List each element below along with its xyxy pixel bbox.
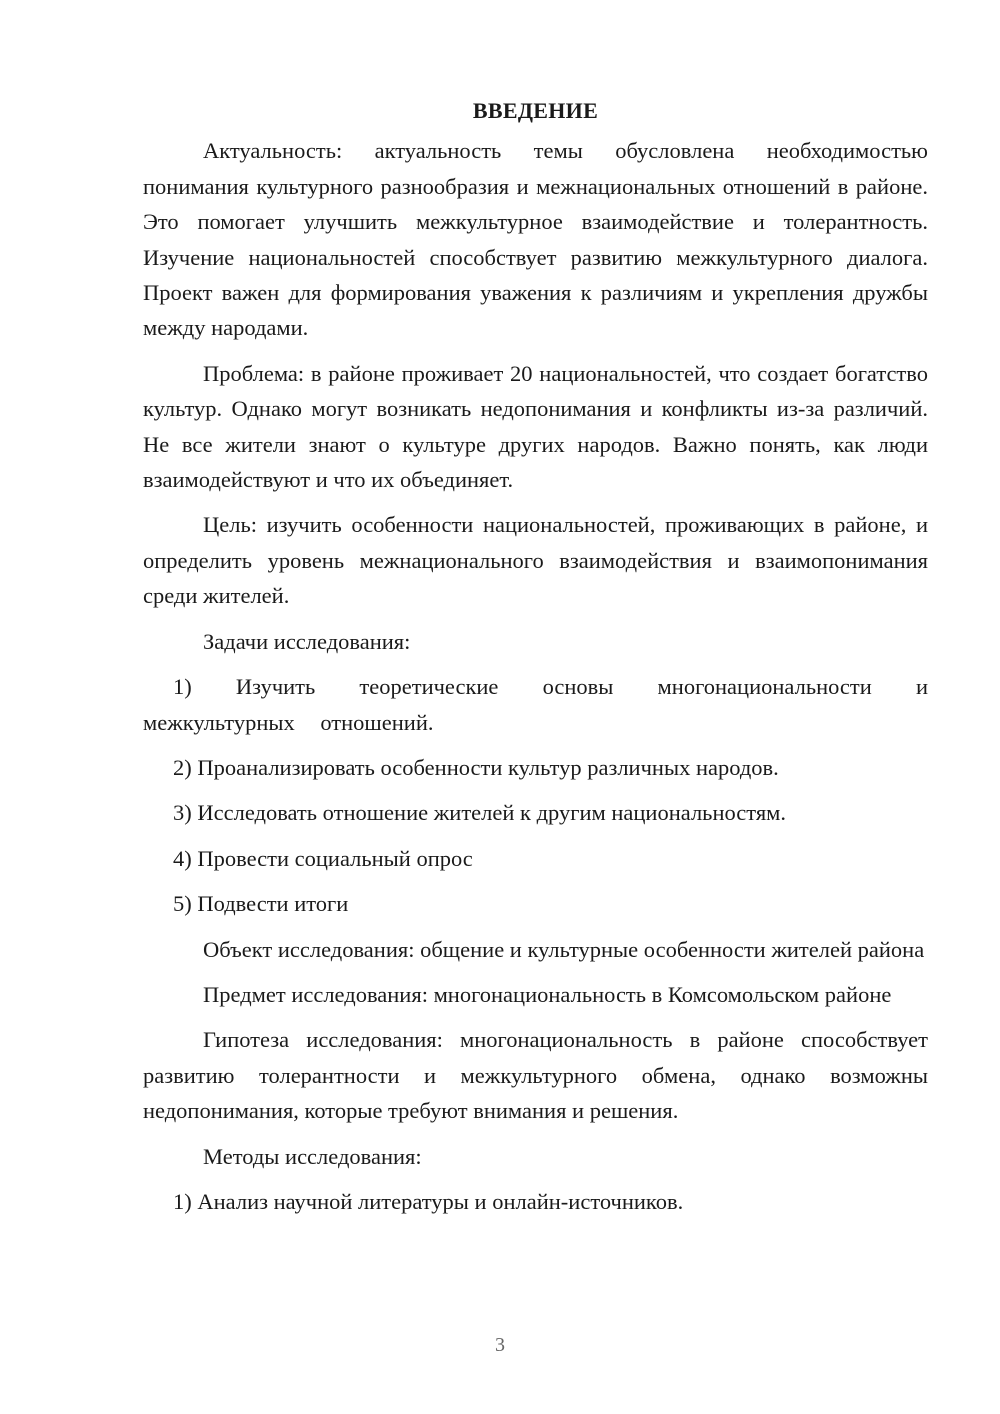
section-title: ВВЕДЕНИЕ [472,98,599,123]
paragraph-relevance: Актуальность: актуальность темы обусловлена необходимостью понимания культурного разнообразия и межнациональных отношений в районе. Это помогает улучшить межкультурное взаимодействие и толерантность. Изучение национальностей способствует развитию межкультурного диалога. Проект важен для формирования уважения к различиям и укрепления дружбы между народами. [143,138,928,341]
page-number: 3 [495,1334,505,1356]
task-item: 3) Исследовать отношение жителей к другим национальностям. [173,800,787,826]
paragraph-problem: Проблема: в районе проживает 20 национальностей, что создает богатство культур. Однако могут возникать недопонимания и конфликты из-за различий. Не все жители знают о культуре других народов. Важно понять, как люди взаимодействуют и что их объединяет. [143,360,928,493]
task-item: 4) Провести социальный опрос [173,845,473,871]
paragraph-subject: Предмет исследования: многонациональность в Комсомольском районе [203,981,892,1007]
task-item: 5) Подвести итоги [173,891,349,917]
task-item: 1) Изучить теоретические основы многонациональности и межкультурных отношений. [143,674,928,735]
document-page [143,93,928,1229]
task-item: 2) Проанализировать особенности культур различных народов. [173,754,779,780]
methods-heading: Методы исследования: [203,1143,422,1169]
tasks-heading: Задачи исследования: [203,628,411,654]
paragraph-hypothesis: Гипотеза исследования: многонациональность в районе способствует развитию толерантности и межкультурного обмена, однако возможны недопонимания, которые требуют внимания и решения. [143,1027,928,1124]
method-item: 1) Анализ научной литературы и онлайн-источников. [173,1188,684,1214]
paragraph-object: Объект исследования: общение и культурные особенности жителей района [203,936,925,962]
paragraph-goal: Цель: изучить особенности национальностей, проживающих в районе, и определить уровень межнационального взаимодействия и взаимопонимания среди жителей. [143,512,928,609]
